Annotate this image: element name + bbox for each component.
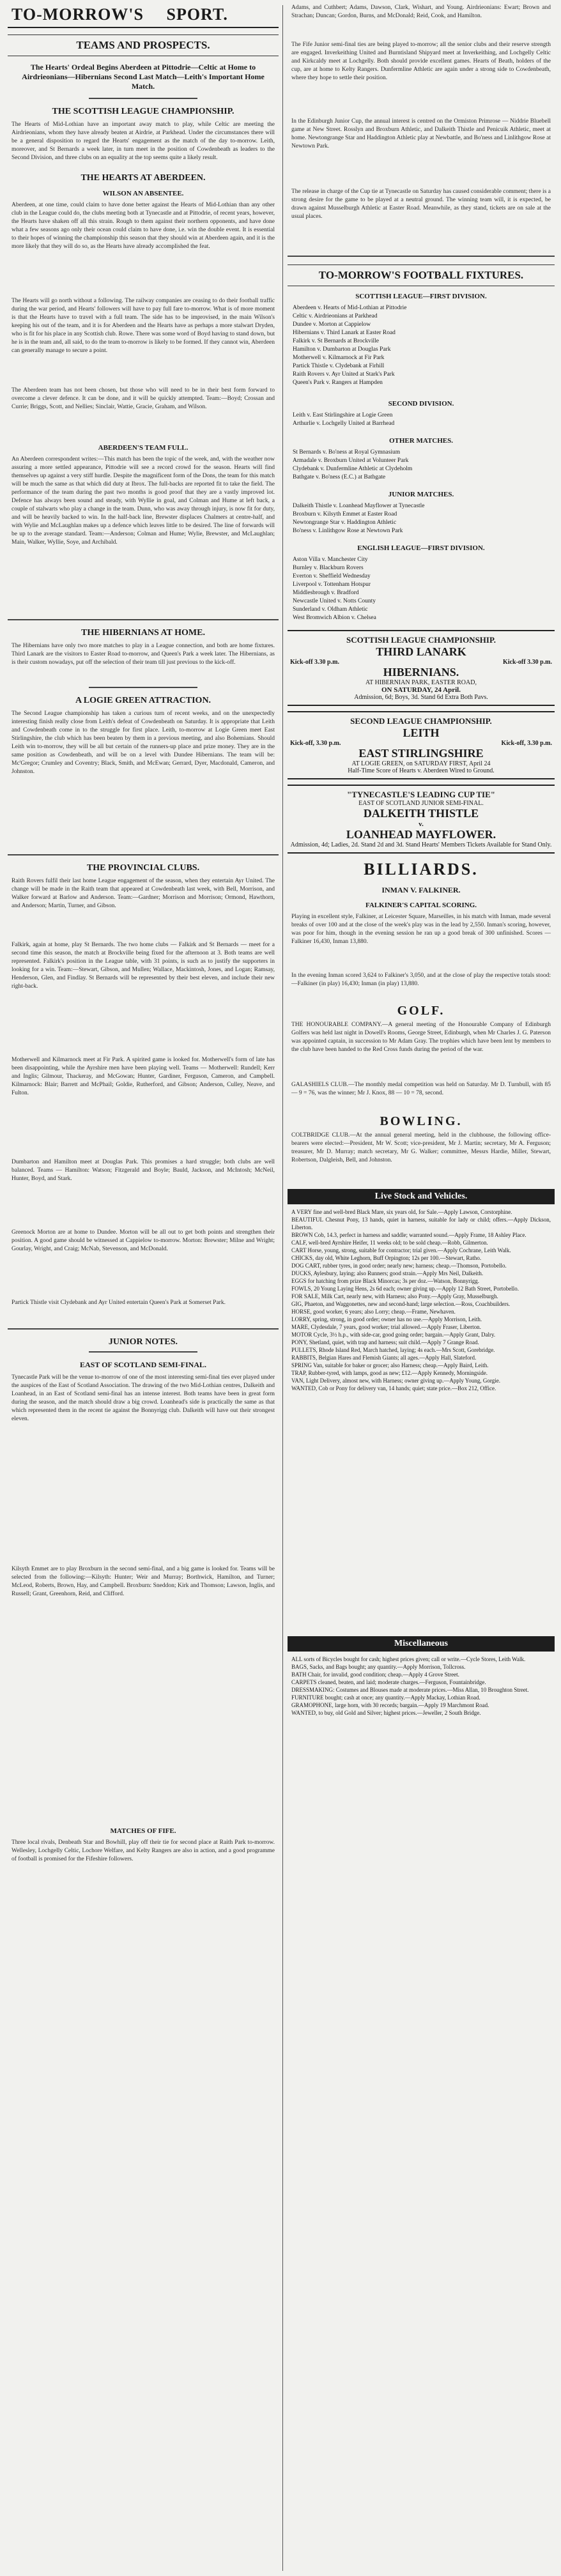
ad-half-time: Half-Time Score of Hearts v. Aberdeen Wired to Ground. (348, 767, 495, 774)
scottish-league-heading: THE SCOTTISH LEAGUE CHAMPIONSHIP. (52, 107, 234, 116)
leith-advert (288, 711, 555, 779)
golf-paragraph-2: GALASHIELS CLUB.—The monthly medal competition was held on Saturday. Mr D. Turnbull, with 85 — 9 = 76, was the winner; Mr J. Knox, 88 — 10 = 78, second. (291, 1082, 551, 1096)
inman-heading: INMAN V. FALKINER. (381, 885, 461, 894)
eos-semifinal-heading: EAST OF SCOTLAND SEMI-FINAL. (79, 1360, 207, 1369)
aberdeen-paragraph-4: An Aberdeen correspondent writes:—This match has been the topic of the week, and, with the weather now assuring a more settled appearance, Pittodrie will see a record crowd for the season. Hearts will find themselves up against a very stiff hurdle. Despite the magnificent form of the Dons, the team for this match will be much the same as that which did duty at Ibrox. The full-backs are reported fit to take the field. The performance of the team during the past two months is good proof that they are a vastly improved lot. Defence has always been sound and steady, with Wyllie in goal, and Colman and Hume at left back, a couple of stalwarts who play a change in the team. Dunn, who was away through injury, is now fit for duty, and will be heavily backed to win. In the half-back line, Brewster displaces Chalmers at centre-half, and with Wylie and McLaughlan makes up a defence which leaves little to be desired. The line of forwards will be up to the average standard. Team:—Anderson; Colman and Hume; Wylie, Brewster, and McLaughlan; Main, Walker, Wyllie, Soye, and Archibald. (12, 456, 275, 546)
livestock-heading: Live Stock and Vehicles. (288, 1189, 555, 1204)
ad-kickoff2-left: Kick-off, 3.30 p.m. (290, 740, 341, 747)
ad-second-championship: SECOND LEAGUE CHAMPIONSHIP. (350, 716, 492, 726)
ad-leith: LEITH (403, 726, 440, 739)
left-column (8, 0, 279, 1954)
aberdeen-paragraph-2: The Hearts will go north without a following. The railway companies are ceasing to do their football traffic during the war period, and Hearts' followers will have to pay full fare to-morrow. What is of more moment is that the Hearts have to travel with a full team. The side has to be improvised, in the main Wilson's keeping his out of the team, and it is for Aberdeen and the Hearts have as perhaps a more stalwart Dryden, who is fit for his place in any Scottish club. Rowe. There was some word of Boyd having to stand down, but he is in the team and, all said, to do the team to-morrow is likely to be formed. If they cannot win, Aberdeen can generally manage to secure a point. (12, 298, 275, 354)
fife-cup-paragraph: The Fife Junior semi-final ties are being played to-morrow; all the senior clubs and their reserve strength are engaged. Inverkeithing United and Burntisland Shipyard meet at Inverkeithing, and Lochgelly Celtic and Kirkcaldy meet at Lochgelly. Both should provide excellent games. Hearts of Beath, holders of the cup, are at home to Kelty Rangers. Dunfermline Athletic are again under a strong side to Cowdenbeath, where they hope to settle their position. (291, 42, 551, 81)
miscellaneous-heading: Miscellaneous (288, 1636, 555, 1652)
ad-versus: v. (419, 820, 424, 828)
ad-hibernians: HIBERNIANS. (383, 666, 459, 678)
golf-heading: GOLF. (397, 1004, 445, 1018)
ad-logie-green: AT LOGIE GREEN, on SATURDAY FIRST, April 24 (351, 760, 491, 767)
ad-dalkeith: DALKEITH THISTLE (363, 807, 479, 820)
ad-eos: EAST OF SCOTLAND JUNIOR SEMI-FINAL. (358, 800, 484, 807)
divider (8, 854, 279, 857)
wilson-heading: WILSON AN ABSENTEE. (102, 190, 184, 197)
masthead-left: TO-MORROW'S (12, 5, 144, 24)
livestock-classifieds: A VERY fine and well-bred Black Mare, six years old, for Sale.—Apply Lawson, Corstorphine. BEAUTIFUL Chesnut Pony, 13 hands, quiet in harness, suitable for lady or child; offers.—Apply Dickson, Liberton. BROWN Cob, 14.3, perfect in harness and saddle; warranted sound.—Apply Frame, 18 Ashley Place. CALF, well-bred Ayrshire Heifer, 11 weeks old; to be sold cheap.—Robb, Gilmerton. CART Horse, young, strong, suitable for contractor; trial given.—Apply Cochrane, Leith Walk. CHICKS, day old, White Leghorn, Buff Orpington; 12s per 100.—Stewart, Ratho. DOG CART, rubber tyres, in good order; nearly new; harness; cheap.—Thomson, Portobello. DUCKS, Aylesbury, laying; also Runners; good strain.—Apply Mrs Neil, Dalkeith. EGGS for hatching from prize Black Minorcas; 3s per doz.—Watson, Bonnyrigg. FOWLS, 20 Young Laying Hens, 2s 6d each; owner giving up.—Apply 12 Bath Street, Portobello. FOR SALE, Milk Cart, nearly new, with Harness; also Pony.—Apply Gray, Musselburgh. GIG, Phaeton, and Waggonettes, new and second-hand; large selection.—Ross, Coachbuilders. HORSE, good worker, 6 years; also Lorry; cheap.—Frame, Newhaven. LORRY, spring, strong, in good order; owner has no use.—Apply Morrison, Leith. MARE, Clydesdale, 7 years, good worker; trial allowed.—Apply Fraser, Liberton. MOTOR Cycle, 3½ h.p., with side-car, good going order; bargain.—Apply Grant, Dalry. PONY, Shetland, quiet, with trap and harness; suit child.—Apply 7 Grange Road. PULLETS, Rhode Island Red, March hatched, laying; 4s each.—Mrs Scott, Gorebridge. RABBITS, Belgian Hares and Flemish Giants; all ages.—Apply Hall, Slateford. SPRING Van, suitable for baker or grocer; also Harness; cheap.—Apply Baird, Leith. TRAP, Rubber-tyred, with lamps, good as new; £12.—Apply Kennedy, Morningside. VAN, Light Delivery, almost new, with Harness; owner giving up.—Apply Young, Gorgie. WANTED, Cob or Pony for delivery van, 14 hands; quiet; state price.—Box 212, Office. (291, 1209, 551, 1392)
teams-heading: TEAMS AND PROSPECTS. (8, 34, 279, 56)
fixtures-first-list: Aberdeen v. Hearts of Mid-Lothian at Pittodrie Celtic v. Airdrieonians at Parkhead Dundee v. Morton at Cappielow Hibernians v. Third Lanark at Easter Road Falkirk v. St Bernards at Brockville Hamilton v. Dumbarton at Douglas Park Motherwell v. Kilmarnock at Fir Park Partick Thistle v. Clydebank at Firhill Raith Rovers v. Ayr United at Stark's Park Queen's Park v. Rangers at Hampden (293, 305, 407, 386)
divider (8, 98, 279, 100)
junior-paragraph-2: Kilsyth Emmet are to play Broxburn in the second semi-final, and a big game is looked for. Teams will be selected from the following:—Kilsyth: Hunter; Weir and Murray; Borthwick, Hamilton, and Turner; McLeod, Roberts, Brown, Hay, and Campbell. Broxburn: Sneddon; Kirk and Thomson; Lawson, Inglis, and Russell; Grant, Greenhorn, Reid, and Clifford. (12, 1566, 275, 1597)
divider (8, 1351, 279, 1354)
bowling-heading: BOWLING. (380, 1114, 463, 1128)
bowling-paragraph: COLTBRIDGE CLUB.—At the annual general meeting, held in the clubhouse, the following office-bearers were elected:—President, Mr W. Scott; vice-president, Mr J. Martin; secretary, Mr A. Ferguson; treasurer, Mr D. Murray; match secretary, Mr G. Walker; committee, Messrs Hardie, Miller, Stewart, Robertson, Dalgleish, Bell, and Johnston. (291, 1132, 551, 1163)
provincial-paragraph-1: Raith Rovers fulfil their last home League engagement of the season, when they entertain Ayr United. The change will be made in the Raith team that appeared at Cowdenbeath last week, with Bell, Morrison, and Walker forward at Barlow and Anderson. Team:—Gardner; Morrison and Morrison; Ormond, Hawthorn, and Anderson; Martin, Turner, and Gibson. (12, 878, 275, 909)
inman-subheading: FALKINER'S CAPITAL SCORING. (365, 901, 477, 909)
column-rule (282, 5, 283, 2571)
hearts-subhead: The Hearts' Ordeal Begins Aberdeen at Pittodrie—Celtic at Home to Airdrieonians—Hibernians Second Last Match—Leith's Important Home Match. (22, 63, 265, 91)
divider (288, 256, 555, 258)
lothian-paragraph: In the Edinburgh Junior Cup, the annual interest is centred on the Ormiston Primrose — Niddrie Bluebell game at New Street. Rosslyn and Broxburn Athletic, and Dalkeith Thistle and Penicuik Athletic, meet at home. Newtongrange Star and Haddington Athletic play at Newbattle, and Bo'ness and Linlithgow Rose at Newtown Park. (291, 118, 551, 150)
ad-tynecastle: "TYNECASTLE'S LEADING CUP TIE" (346, 790, 495, 799)
golf-paragraph-1: THE HONOURABLE COMPANY.—A general meeting of the Honourable Company of Edinburgh Golfers was held last night in Dowell's Rooms, George Street, Edinburgh, when Mr Charles J. G. Paterson was appointed captain, in succession to Mr Adam Gray. The trophies which have been lent by members to the club have been handed to the Red Cross funds during the period of the war. (291, 1022, 551, 1053)
hibernians-heading: THE HIBERNIANS AT HOME. (81, 628, 205, 638)
billiards-heading: BILLIARDS. (364, 860, 479, 878)
fife-matches-heading: MATCHES OF FIFE. (110, 1827, 176, 1835)
aberdeen-team-heading: ABERDEEN'S TEAM FULL. (98, 444, 188, 452)
logie-paragraph: The Second League championship has taken a curious turn of recent weeks, and on the unexpectedly interesting finish really close from Leith's defeat of Cowdenbeath on Saturday. It is appropriate that Leith and Cowdenbeath come in to the struggle for first place. Leith, to-morrow at Logie Green meet East Stirlingshire, the club which has been beaten by them in a previous meeting, and also Bohemians. Should Leith win to-morrow, they will be all but certain of the runners-up place and prize money. They are in the same position as Cowdenbeath, and will be on a level with Dundee Hibernians. The team will be: Mc'Gregor; Crumley and Coventry; Black, Smith, and McEwan; Gerrard, Dyer, Macdonald, Cameron, and Johnston. (12, 710, 275, 775)
right-column (288, 0, 555, 1783)
provincial-paragraph-2: Falkirk, again at home, play St Bernards. The two home clubs — Falkirk and St Bernards — meet for a second time this season, the match at Brockville being fixed for the afternoon at 3. Both teams are well represented. Falkirk's position in the League table, with 31 points, is such as to justify the supporters in looking for a win. Team:—Stewart, Gibson, and Mullen; Wallace, Mackintosh, Jones, and Logan; Ramsay, Henderson, Glen, and Findlay. St Bernards will be represented by their best eleven, and include their new right-back. (12, 942, 275, 990)
hibernians-advert (288, 630, 555, 706)
fixtures-other-list: St Bernards v. Bo'ness at Royal Gymnasium Armadale v. Broxburn United at Volunteer Park Clydebank v. Dunfermline Athletic at Clydeholm Bathgate v. Bo'ness (E.C.) at Bathgate (293, 449, 413, 480)
ad-kickoff-left: Kick-off 3.30 p.m. (290, 659, 339, 666)
junior-paragraph-1: Tynecastle Park will be the venue to-morrow of one of the most interesting semi-final ties ever played under the auspices of the East of Scotland Association. The drawing of the two Mid-Lothian centres, Dalkeith and Loanhead, in an East of Scotland semi-final has an intense interest. Both teams have been in great form during the season, and the match should draw a big crowd. Loanhead's side is practically the same as that which represented them in the recent tie against the Bonnyrigg club. Dalkeith will have out their strongest eleven. (12, 1374, 275, 1422)
aberdeen-paragraph-1: Aberdeen, at one time, could claim to have done better against the Hearts of Mid-Lothian than any other club in the League could do, the clubs meeting both at Tynecastle and at Pittodrie, of recent years, however, the Hearts have shaken off all this strain. Rough to them against their northern opponents, and have done what a few seasons ago only their ocean could claim to have done, i.e. win the double event. It is essential to their hopes of winning the championship this season that they should win at Aberdeen again, and it is the more likely that they will do so, as the Hearts have already accomplished the feat. (12, 202, 275, 250)
provincial-paragraph-5: Greenock Morton are at home to Dundee. Morton will be all out to get both points and strengthen their position. A good game should be witnessed at Cappielow to-morrow. Morton: Brewster; Milne and Wright; Gourlay, Wright, and Craig; McNab, Stevenson, and McDonald. (12, 1229, 275, 1252)
ad-east-stirlingshire: EAST STIRLINGSHIRE (358, 747, 484, 760)
fixtures-english-list: Aston Villa v. Manchester City Burnley v. Blackburn Rovers Everton v. Sheffield Wednesday Liverpool v. Tottenham Hotspur Middlesbrough v. Bradford Newcastle United v. Notts County Sunderland v. Oldham Athletic West Bromwich Albion v. Chelsea (293, 556, 376, 621)
fixtures-english: ENGLISH LEAGUE—FIRST DIVISION. (357, 544, 485, 552)
ad-admission-2: Admission, 4d; Ladies, 2d. Stand 2d and 3d. Stand Hearts' Members Tickets Available for Stand Only. (290, 841, 552, 848)
fixtures-second-division: SECOND DIVISION. (388, 400, 454, 408)
logie-heading: A LOGIE GREEN ATTRACTION. (75, 696, 211, 705)
ad-kickoff2-right: Kick-off, 3.30 p.m. (501, 740, 552, 747)
intro-paragraph: The Hearts of Mid-Lothian have an important away match to play, while Celtic are meeting the Airdrieonians, whom they have already beaten at Airdrie, at Parkhead. Under the circumstances there will be a general disposition to regard the Hearts' engagement as the match of the day to-morrow. Leith, moreover, and St Bernards a week later, in turn meet in the position of Cowdenbeath as leaders to the Second Division, and three clubs on an equality at the top seems quite a likely result. (12, 121, 275, 161)
billiards-paragraph-2: In the evening Inman scored 3,624 to Falkiner's 3,050, and at the close of play the respective totals stood:—Falkiner (in play) 16,430; Inman (in play) 13,880. (291, 972, 551, 987)
masthead-right: SPORT. (166, 5, 228, 24)
tynecastle-advert (288, 785, 555, 854)
ad-championship: SCOTTISH LEAGUE CHAMPIONSHIP. (346, 635, 496, 645)
divider (8, 687, 279, 689)
fixtures-second-list: Leith v. East Stirlingshire at Logie Green Arthurlie v. Lochgelly United at Barrhead (293, 412, 395, 427)
provincial-paragraph-3: Motherwell and Kilmarnock meet at Fir Park. A spirited game is looked for. Motherwell's form of late has been disappointing, while the Ayrshire men have been playing well. Teams — Motherwell: Rundell; Kerr and Inglis; Gilmour, Thackeray, and McGowan; Hunter, Gardiner, Ferguson, Cameron, and Campbell. Kilmarnock: Blair; Barrett and McPhail; Goldie, Rutherford, and Gibson; Anderson, Culley, Neave, and Fulton. (12, 1057, 275, 1096)
aberdeen-paragraph-3: The Aberdeen team has not been chosen, but those who will need to be in their best form forward to overcome a clever defence. It can be done, and it will be quickly attempted. Team:—Boyd; Crossan and Currie; Briggs, Scott, and Nellies; Sinclair, Wattie, Gracie, Graham, and Wilson. (12, 387, 275, 410)
ad-kickoff-right: Kick-off 3.30 p.m. (503, 659, 552, 666)
fixtures-junior-list: Dalkeith Thistle v. Loanhead Mayflower at Tynecastle Broxburn v. Kilsyth Emmet at Easter Road Newtongrange Star v. Haddington Athletic Bo'ness v. Linlithgow Rose at Newtown Park (293, 503, 425, 534)
ad-venue: AT HIBERNIAN PARK, EASTER ROAD, (365, 679, 477, 686)
provincial-heading: THE PROVINCIAL CLUBS. (86, 863, 200, 873)
fixtures-first-division: SCOTTISH LEAGUE—FIRST DIVISION. (355, 293, 487, 300)
masthead (8, 0, 279, 28)
ad-admission: Admission, 6d; Boys, 3d. Stand 6d Extra Both Pavs. (354, 694, 488, 701)
miscellaneous-classifieds: ALL sorts of Bicycles bought for cash; highest prices given; call or write.—Cycle Stores, Leith Walk. BAGS, Sacks, and Bags bought; any quantity.—Apply Morrison, Tollcross. BATH Chair, for invalid, good condition; cheap.—Apply 4 Grove Street. CARPETS cleaned, beaten, and laid; moderate charges.—Ferguson, Fountainbridge. DRESSMAKING: Costumes and Blouses made at moderate prices.—Miss Allan, 10 Broughton Street. FURNITURE bought; cash at once; any quantity.—Apply Mackay, Lothian Road. GRAMOPHONE, large horn, with 30 records; bargain.—Apply 19 Marchmont Road. WANTED, to buy, old Gold and Silver; highest prices.—Jeweller, 2 South Bridge. (291, 1656, 529, 1716)
junior-paragraph-3: Three local rivals, Denbeath Star and Bowhill, play off their tie for second place at Raith Park to-morrow. Wellesley, Lochgelly Celtic, Lochore Welfare, and Kelty Rangers are also in action, and a good programme of football is promised for the Fifeshire followers. (12, 1839, 275, 1862)
aberdeen-heading: THE HEARTS AT ABERDEEN. (81, 173, 206, 183)
provincial-paragraph-4: Dumbarton and Hamilton meet at Douglas Park. This promises a hard struggle; both clubs are well balanced. Teams — Hamilton: Watson; Fitzgerald and Boyle; Bauld, Jackson, and McIntosh; McNeil, Hunter, Boyd, and Stark. (12, 1159, 275, 1182)
hibernians-paragraph: The Hibernians have only two more matches to play in a League connection, and both are home fixtures. Third Lanark are the visitors to Easter Road to-morrow, and Queen's Park a week later. The Hibernians, as is their custom nowadays, put off the selection of their team till just previous to the kick-off. (12, 643, 275, 666)
divider (8, 1328, 279, 1331)
divider (8, 619, 279, 622)
ad-loanhead: LOANHEAD MAYFLOWER. (346, 828, 496, 841)
release-paragraph: The release in charge of the Cup tie at Tynecastle on Saturday has caused considerable comment; there is a strong desire for the game to be played at a neutral ground. The winning team will, it is expected, be drawn against Musselburgh Athletic at Easter Road. Meanwhile, as they stand, tickets are on sale at the usual places. (291, 188, 551, 220)
ad-date: ON SATURDAY, 24 April. (381, 686, 461, 694)
fixtures-other: OTHER MATCHES. (388, 437, 454, 445)
billiards-paragraph-1: Playing in excellent style, Falkiner, at Leicester Square, Marseilles, in his match with Inman, made several breaks of over 100 and at the close of the week's play was in the lead by 2,550. Inman's scoring, however, was poor for him, though in the evening session he ran up a good break of 300 unfinished. Scores — Falkiner 16,430, Inman 13,880. (291, 914, 551, 945)
fixtures-heading: TO-MORROW'S FOOTBALL FIXTURES. (288, 264, 555, 286)
fixtures-junior: JUNIOR MATCHES. (388, 491, 454, 498)
teams-continued: Adams, and Cuthbert; Adams, Dawson, Clark, Wishart, and Young. Airdrieonians: Ewart; Brown and Strachan; Duncan; Gordon, Burns, and McDonald; Reid, Cook, and Hamilton. (291, 4, 551, 19)
provincial-paragraph-6: Partick Thistle visit Clydebank and Ayr United entertain Queen's Park at Somerset Park. (12, 1300, 226, 1306)
ad-third-lanark: THIRD LANARK (376, 645, 466, 658)
junior-heading: JUNIOR NOTES. (108, 1337, 178, 1347)
